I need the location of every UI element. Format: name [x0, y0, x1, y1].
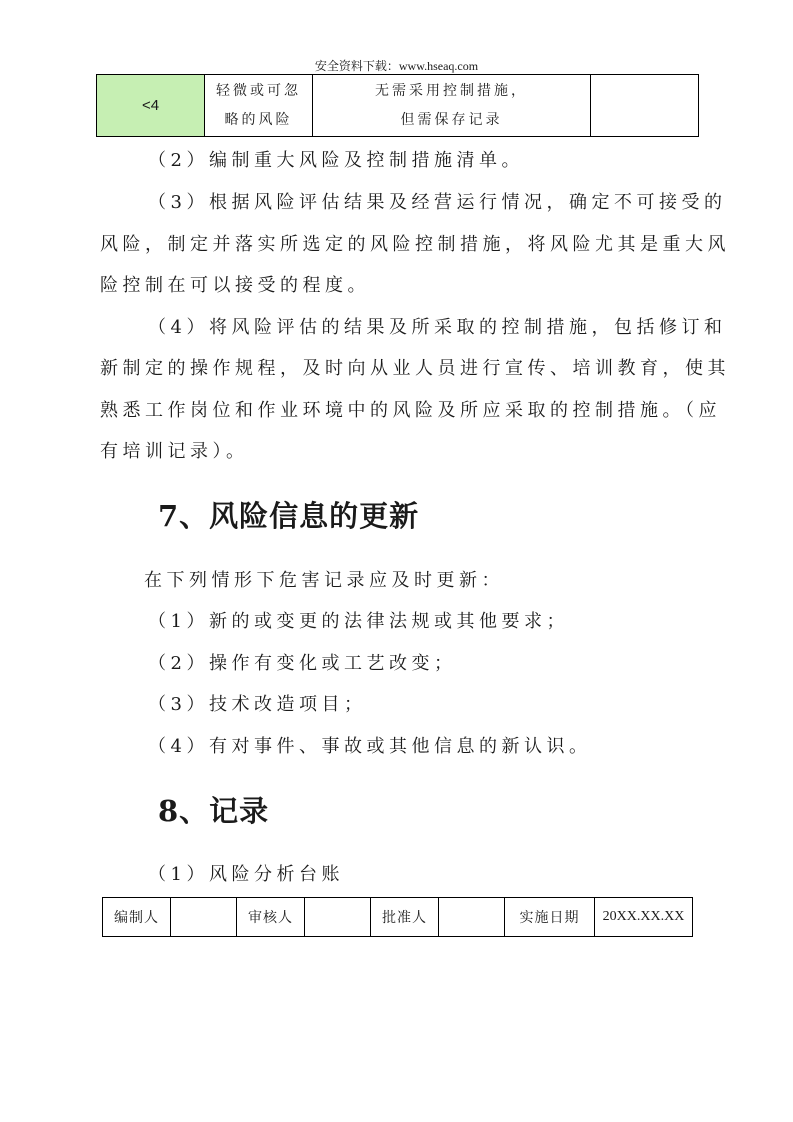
- control-measure-cell: [313, 75, 591, 137]
- date-label: 实施日期: [505, 898, 595, 937]
- control-measure-line: 无需采用控制措施，: [375, 82, 528, 99]
- section-8-heading: 8、记录: [158, 794, 270, 828]
- section-7-intro: 在下列情形下危害记录应及时更新：: [144, 570, 504, 591]
- compiler-label: 编制人: [103, 898, 171, 937]
- risk-category-line: 略的风险: [224, 111, 293, 128]
- reviewer-label: 审核人: [237, 898, 305, 937]
- paragraph-4-line: 新制定的操作规程，及时向从业人员进行宣传、培训教育，使其: [100, 358, 730, 379]
- signature-table: [102, 897, 693, 937]
- remark-cell: [591, 75, 699, 137]
- list-item: （1）新的或变更的法律法规或其他要求；: [148, 611, 569, 632]
- approver-label: 批准人: [371, 898, 439, 937]
- page-header: 安全资料下载：www.hseaq.com: [314, 59, 479, 73]
- reviewer-value: [305, 898, 371, 937]
- paragraph-4-line: （4）将风险评估的结果及所采取的控制措施，包括修订和: [148, 317, 727, 338]
- approver-value: [439, 898, 505, 937]
- paragraph-3-line: 风险，制定并落实所选定的风险控制措施，将风险尤其是重大风: [100, 234, 730, 255]
- section-8-item: （1）风险分析台账: [148, 864, 344, 885]
- risk-level-cell: <4: [97, 75, 205, 137]
- risk-category-line: 轻微或可忽: [216, 82, 301, 99]
- risk-category-cell: [205, 75, 313, 137]
- paragraph-4-line: 熟悉工作岗位和作业环境中的风险及所应采取的控制措施。（应: [100, 400, 721, 421]
- paragraph-3-line: 险控制在可以接受的程度。: [100, 275, 370, 296]
- list-item: （2）操作有变化或工艺改变；: [148, 653, 457, 674]
- list-item: （4）有对事件、事故或其他信息的新认识。: [148, 736, 592, 757]
- control-measure-line: 但需保存记录: [400, 111, 503, 128]
- list-item: （3）技术改造项目；: [148, 694, 367, 715]
- paragraph-2: （2）编制重大风险及控制措施清单。: [148, 150, 524, 171]
- date-value: 20XX.XX.XX: [595, 898, 693, 937]
- paragraph-3-line: （3）根据风险评估结果及经营运行情况，确定不可接受的: [148, 192, 727, 213]
- table-row: [97, 75, 699, 137]
- compiler-value: [171, 898, 237, 937]
- paragraph-4-line: 有培训记录）。: [100, 441, 249, 462]
- risk-level-table: [96, 74, 699, 137]
- table-row: [103, 898, 693, 937]
- section-7-heading: 7、风险信息的更新: [158, 499, 420, 533]
